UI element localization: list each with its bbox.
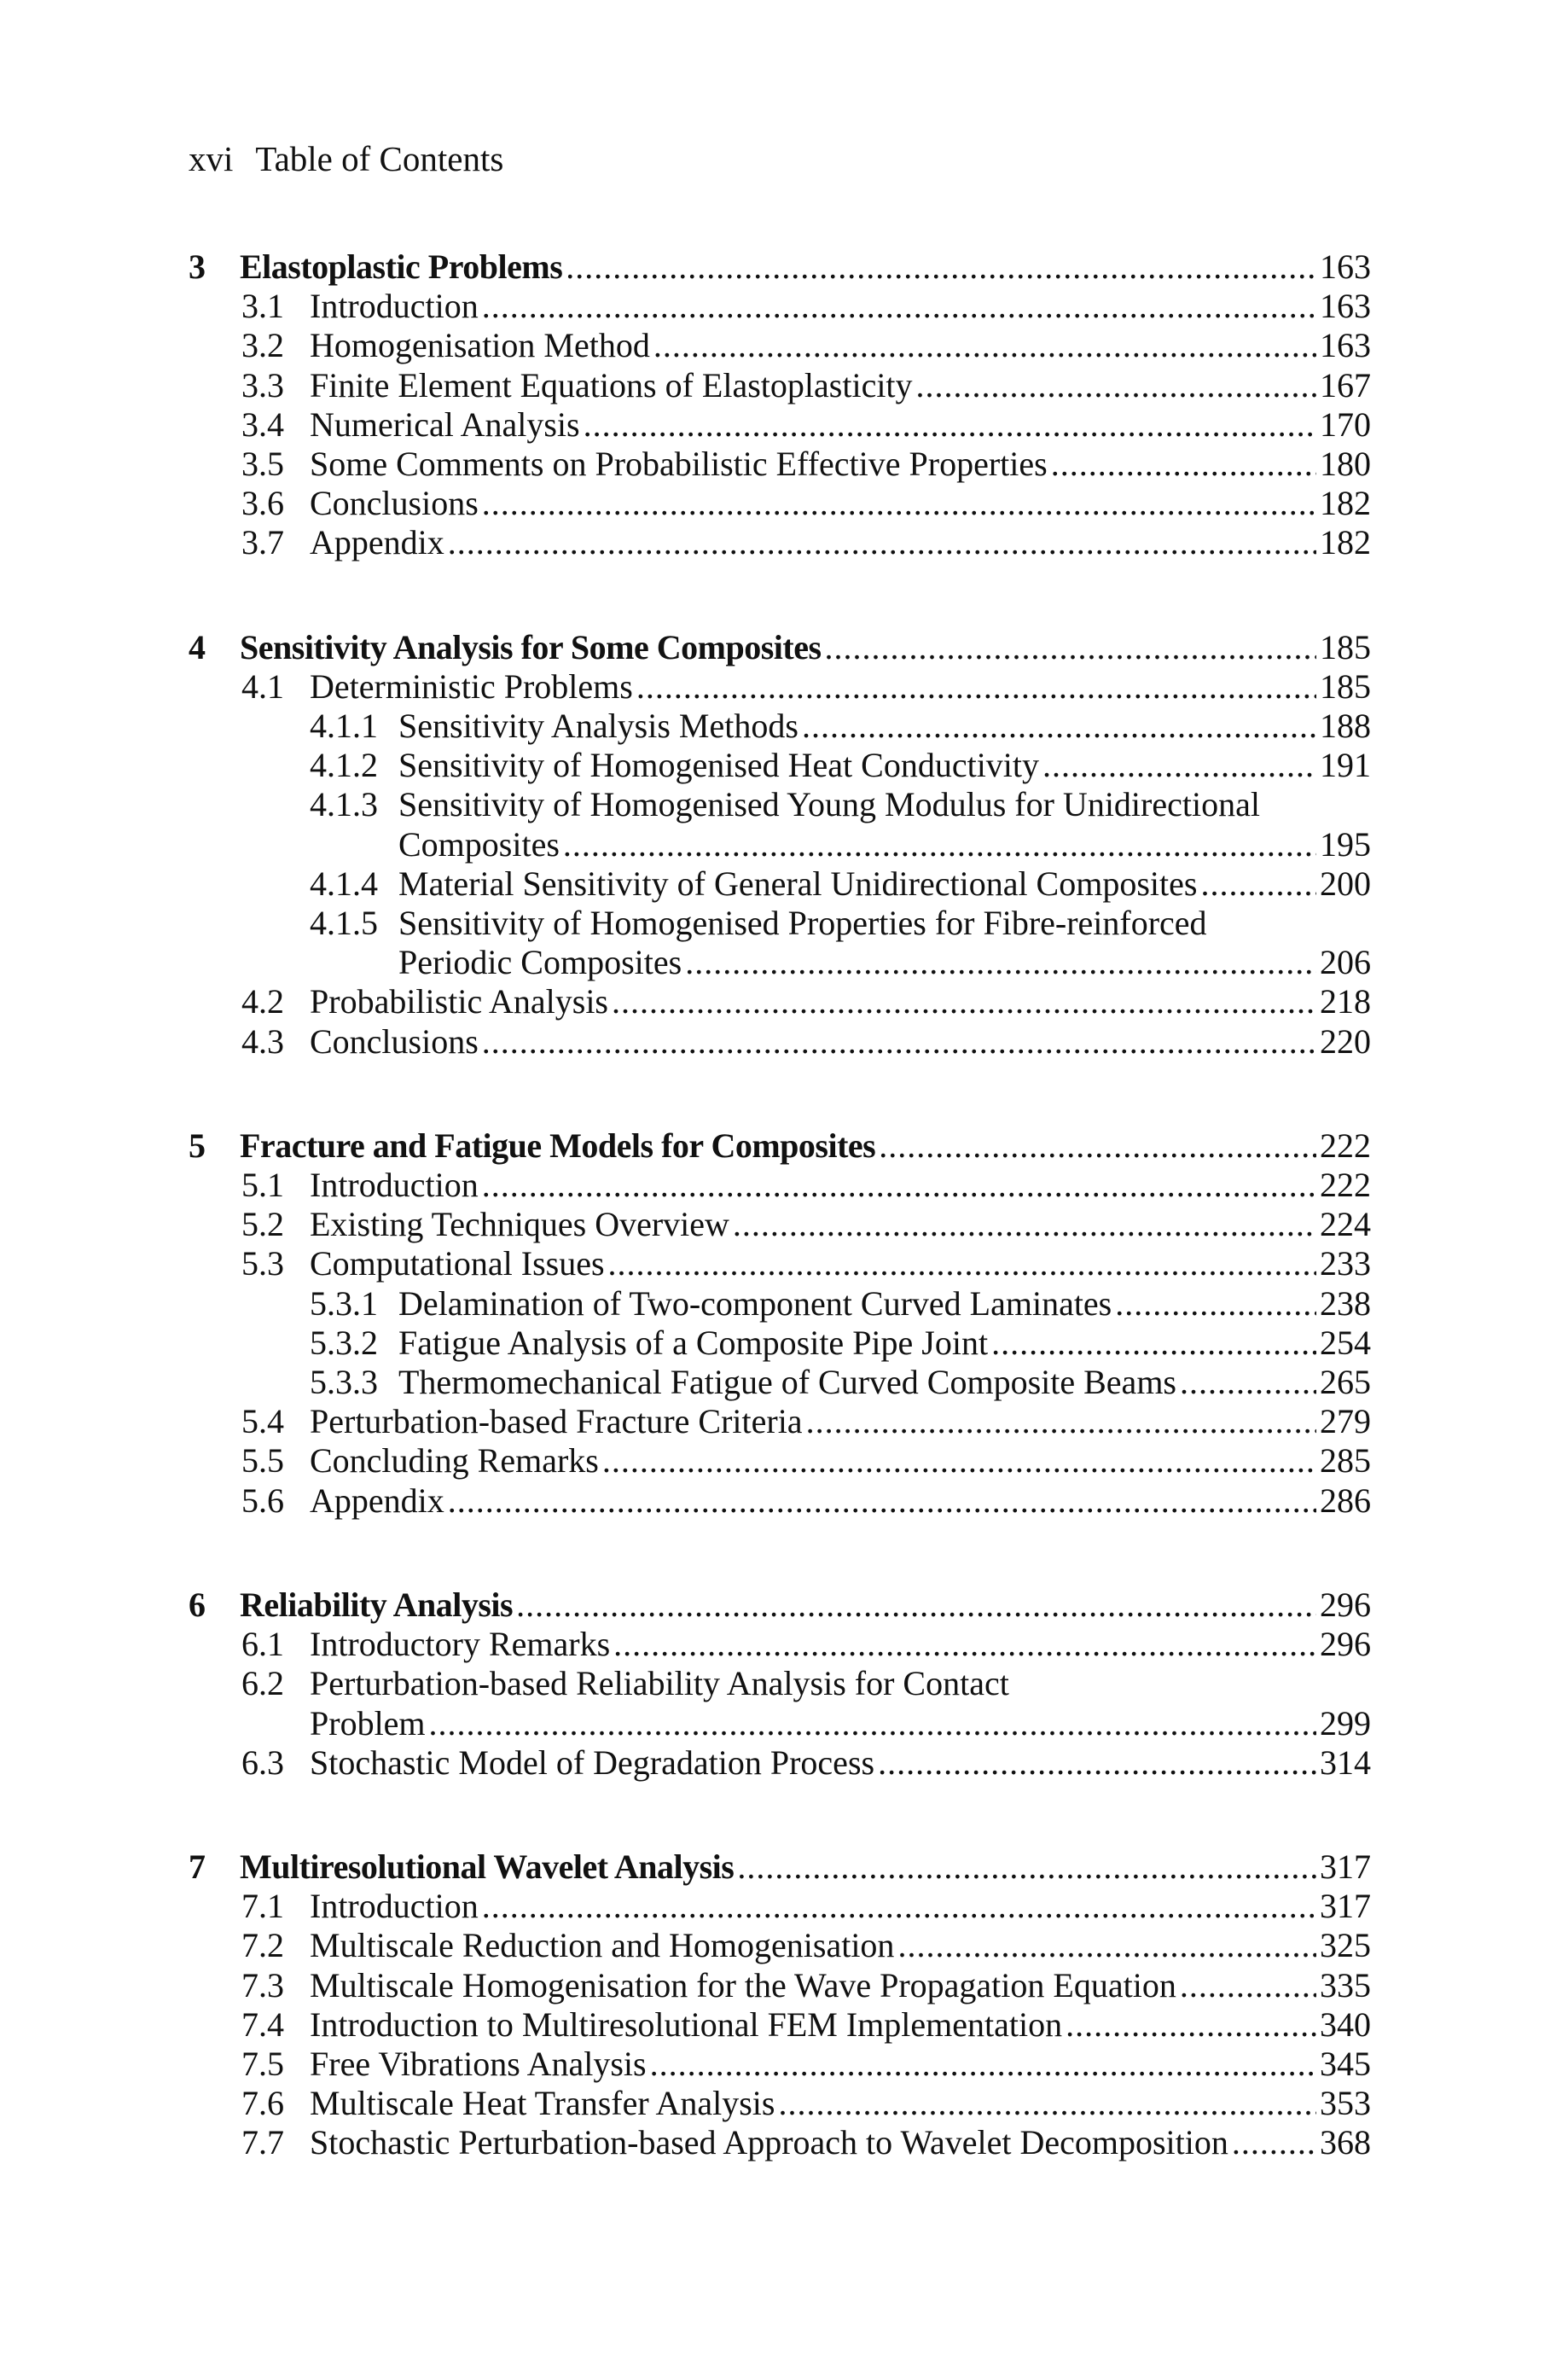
toc-entry-title: Appendix — [310, 1481, 444, 1520]
section-number: 3.3 — [241, 365, 284, 404]
toc-entry-page: 224 — [1320, 1205, 1371, 1244]
chapter-entry[interactable] — [189, 247, 1371, 287]
subsection-number: 5.3.1 — [310, 1283, 378, 1323]
toc-entry-line — [189, 2084, 1371, 2123]
toc-entry-line — [189, 1926, 1371, 1965]
section-number: 3.4 — [241, 404, 284, 444]
dot-leader — [482, 1166, 1316, 1205]
toc-entry-title: Finite Element Equations of Elastoplasticity — [310, 365, 913, 404]
toc-entry-title: Existing Techniques Overview — [310, 1205, 729, 1244]
section-entry[interactable] — [189, 1244, 1371, 1283]
section-entry[interactable] — [189, 1022, 1371, 1062]
dot-leader — [516, 1585, 1316, 1625]
toc-entry-line — [189, 1847, 1371, 1887]
toc-entry-title: Multiresolutional Wavelet Analysis — [240, 1847, 735, 1886]
dot-leader — [482, 1887, 1316, 1926]
section-entry[interactable] — [189, 1664, 1371, 1743]
chapter-number: 4 — [189, 627, 206, 666]
toc-entry-line — [189, 484, 1371, 523]
section-entry[interactable] — [189, 667, 1371, 707]
section-number: 3.6 — [241, 484, 284, 523]
section-entry[interactable] — [189, 484, 1371, 523]
chapter-entry[interactable] — [189, 1585, 1371, 1625]
toc-entry-title: Introduction to Multiresolutional FEM Implementation — [310, 2004, 1063, 2044]
toc-entry-title: Computational Issues — [310, 1244, 605, 1283]
section-number: 3.2 — [241, 326, 284, 365]
dot-leader — [879, 1126, 1316, 1166]
toc-entry-page: 345 — [1320, 2044, 1371, 2083]
dot-leader — [1042, 746, 1316, 785]
section-number: 3.5 — [241, 445, 284, 484]
toc-entry-title: Introduction — [310, 1166, 479, 1205]
subsection-entry[interactable] — [189, 746, 1371, 785]
dot-leader — [482, 287, 1316, 326]
dot-leader — [650, 2045, 1316, 2084]
chapter-block — [189, 247, 1371, 563]
chapter-number: 3 — [189, 247, 206, 286]
toc-entry-line — [189, 1205, 1371, 1244]
toc-entry-title: Delamination of Two-component Curved Laminates — [398, 1283, 1112, 1323]
toc-entry-page: 325 — [1320, 1926, 1371, 1965]
subsection-number: 5.3.2 — [310, 1323, 378, 1362]
subsection-entry[interactable] — [189, 707, 1371, 746]
toc-entry-title: Material Sensitivity of General Unidirectional Composites — [398, 864, 1198, 903]
dot-leader — [685, 943, 1316, 982]
toc-entry-title: Appendix — [310, 523, 444, 562]
toc-entry-title: Numerical Analysis — [310, 404, 580, 444]
section-entry[interactable] — [189, 326, 1371, 365]
dot-leader — [1051, 445, 1316, 484]
toc-entry-line — [189, 1441, 1371, 1481]
section-entry[interactable] — [189, 1205, 1371, 1244]
dot-leader — [584, 405, 1316, 445]
dot-leader — [429, 1704, 1316, 1743]
toc-entry-title: Periodic Composites — [398, 943, 682, 982]
toc-entry-title: Homogenisation Method — [310, 326, 650, 365]
section-entry[interactable] — [189, 523, 1371, 562]
toc-entry-line — [189, 628, 1371, 667]
toc-entry-page: 185 — [1320, 666, 1371, 706]
toc-entry-page: 279 — [1320, 1402, 1371, 1441]
subsection-entry[interactable] — [189, 1324, 1371, 1363]
section-entry[interactable] — [189, 1887, 1371, 1926]
toc-entry-line — [189, 1743, 1371, 1783]
toc-entry-page: 285 — [1320, 1441, 1371, 1481]
chapter-block — [189, 1126, 1371, 1521]
section-number: 7.4 — [241, 2004, 284, 2044]
toc-entry-title: Multiscale Reduction and Homogenisation — [310, 1926, 895, 1965]
section-number: 6.3 — [241, 1743, 284, 1782]
toc-entry-title: Multiscale Heat Transfer Analysis — [310, 2084, 775, 2123]
section-number: 7.2 — [241, 1926, 284, 1965]
toc-entry-line — [189, 247, 1371, 287]
section-entry[interactable] — [189, 1441, 1371, 1481]
table-of-contents — [189, 247, 1371, 2163]
toc-entry-line — [189, 1244, 1371, 1283]
section-entry[interactable] — [189, 1966, 1371, 2005]
toc-entry-line — [189, 1481, 1371, 1521]
toc-entry-page: 180 — [1320, 445, 1371, 484]
chapter-number: 5 — [189, 1126, 206, 1165]
toc-entry-title: Composites — [398, 824, 560, 864]
toc-entry-title: Introductory Remarks — [310, 1625, 611, 1664]
subsection-entry[interactable] — [189, 904, 1371, 982]
section-entry[interactable] — [189, 982, 1371, 1021]
toc-entry-line — [189, 405, 1371, 445]
toc-entry-page: 222 — [1320, 1166, 1371, 1205]
toc-entry-title: Sensitivity of Homogenised Young Modulus for Unidirectional — [398, 785, 1260, 824]
section-number: 3.1 — [241, 287, 284, 326]
section-number: 5.3 — [241, 1244, 284, 1283]
toc-entry-line — [189, 825, 1371, 864]
dot-leader — [1066, 2005, 1316, 2045]
toc-entry-title: Fracture and Fatigue Models for Composites — [240, 1126, 876, 1165]
toc-entry-page: 340 — [1320, 2004, 1371, 2044]
toc-entry-page: 195 — [1320, 824, 1371, 864]
toc-entry-page: 317 — [1320, 1887, 1371, 1926]
toc-entry-page: 182 — [1320, 523, 1371, 562]
toc-entry-page: 314 — [1320, 1743, 1371, 1782]
dot-leader — [448, 1481, 1316, 1521]
dot-leader — [779, 2084, 1317, 2123]
toc-entry-page: 170 — [1320, 404, 1371, 444]
chapter-block — [189, 628, 1371, 1062]
dot-leader — [448, 523, 1316, 562]
toc-entry-line — [189, 1966, 1371, 2005]
section-entry[interactable] — [189, 2084, 1371, 2123]
section-entry[interactable] — [189, 1625, 1371, 1664]
toc-entry-title: Thermomechanical Fatigue of Curved Composite Beams — [398, 1363, 1176, 1402]
toc-entry-line — [189, 1126, 1371, 1166]
toc-entry-line — [189, 445, 1371, 484]
subsection-entry[interactable] — [189, 1284, 1371, 1324]
dot-leader — [563, 825, 1316, 864]
chapter-entry[interactable] — [189, 628, 1371, 667]
section-entry[interactable] — [189, 2123, 1371, 2162]
chapter-entry[interactable] — [189, 1126, 1371, 1166]
section-number: 6.1 — [241, 1625, 284, 1664]
dot-leader — [733, 1205, 1316, 1244]
dot-leader — [991, 1324, 1316, 1363]
section-entry[interactable] — [189, 366, 1371, 405]
section-entry[interactable] — [189, 287, 1371, 326]
toc-entry-line — [189, 1402, 1371, 1441]
chapter-block — [189, 1585, 1371, 1783]
toc-entry-line — [189, 1022, 1371, 1062]
toc-entry-title: Conclusions — [310, 1021, 479, 1061]
section-number: 4.3 — [241, 1021, 284, 1061]
toc-entry-title: Perturbation-based Fracture Criteria — [310, 1402, 803, 1441]
toc-entry-line — [189, 2045, 1371, 2084]
section-entry[interactable] — [189, 445, 1371, 484]
section-number: 5.1 — [241, 1166, 284, 1205]
toc-entry-page: 317 — [1320, 1847, 1371, 1886]
running-header — [189, 135, 503, 183]
toc-entry-title: Elastoplastic Problems — [240, 247, 563, 286]
section-number: 7.3 — [241, 1965, 284, 2004]
chapter-number: 6 — [189, 1585, 206, 1624]
toc-entry-line — [189, 326, 1371, 365]
toc-entry-line — [189, 1585, 1371, 1625]
dot-leader — [612, 982, 1316, 1021]
toc-entry-page: 368 — [1320, 2123, 1371, 2162]
toc-entry-line — [189, 2123, 1371, 2162]
toc-entry-page: 286 — [1320, 1481, 1371, 1520]
section-entry[interactable] — [189, 1926, 1371, 1965]
subsection-entry[interactable] — [189, 785, 1371, 864]
toc-entry-line — [189, 1166, 1371, 1205]
subsection-entry[interactable] — [189, 1363, 1371, 1402]
toc-entry-page: 167 — [1320, 365, 1371, 404]
chapter-number: 7 — [189, 1847, 206, 1886]
subsection-number: 4.1.2 — [310, 746, 378, 785]
section-number: 6.2 — [241, 1664, 284, 1703]
toc-entry-title: Stochastic Perturbation-based Approach to Wavelet Decomposition — [310, 2123, 1228, 2162]
toc-entry-title: Probabilistic Analysis — [310, 982, 608, 1021]
toc-entry-line — [189, 943, 1371, 982]
toc-entry-title: Deterministic Problems — [310, 666, 633, 706]
section-number: 7.5 — [241, 2044, 284, 2083]
section-number: 5.2 — [241, 1205, 284, 1244]
toc-entry-page: 335 — [1320, 1965, 1371, 2004]
toc-entry-title: Problem — [310, 1703, 426, 1743]
subsection-number: 4.1.3 — [310, 785, 378, 824]
toc-entry-line — [189, 1887, 1371, 1926]
toc-entry-page: 254 — [1320, 1323, 1371, 1362]
section-number: 7.1 — [241, 1887, 284, 1926]
toc-entry-line — [189, 982, 1371, 1021]
toc-entry-line — [189, 667, 1371, 707]
chapter-block — [189, 1847, 1371, 2163]
toc-entry-title: Sensitivity of Homogenised Properties for Fibre-reinforced — [398, 904, 1207, 943]
toc-entry-title: Multiscale Homogenisation for the Wave Propagation Equation — [310, 1965, 1176, 2004]
toc-entry-page: 353 — [1320, 2084, 1371, 2123]
toc-entry-title: Perturbation-based Reliability Analysis for Contact — [310, 1664, 1009, 1703]
toc-entry-page: 220 — [1320, 1021, 1371, 1061]
dot-leader — [737, 1847, 1316, 1887]
toc-entry-title: Stochastic Model of Degradation Process — [310, 1743, 875, 1782]
dot-leader — [602, 1441, 1316, 1481]
section-number: 5.4 — [241, 1402, 284, 1441]
section-entry[interactable] — [189, 1743, 1371, 1783]
toc-entry-line — [189, 1664, 1371, 1703]
toc-entry-page: 238 — [1320, 1283, 1371, 1323]
dot-leader — [897, 1926, 1316, 1965]
dot-leader — [802, 707, 1316, 746]
toc-entry-page: 163 — [1320, 287, 1371, 326]
toc-entry-title: Reliability Analysis — [240, 1585, 514, 1624]
toc-entry-title: Introduction — [310, 287, 479, 326]
section-entry[interactable] — [189, 405, 1371, 445]
section-number: 7.7 — [241, 2123, 284, 2162]
subsection-number: 4.1.5 — [310, 904, 378, 943]
toc-entry-title: Free Vibrations Analysis — [310, 2044, 647, 2083]
toc-entry-line — [189, 1704, 1371, 1743]
section-entry[interactable] — [189, 1481, 1371, 1521]
dot-leader — [636, 667, 1316, 707]
toc-entry-page: 206 — [1320, 943, 1371, 982]
dot-leader — [916, 366, 1316, 405]
toc-entry-page: 233 — [1320, 1244, 1371, 1283]
toc-entry-page: 296 — [1320, 1625, 1371, 1664]
toc-entry-page: 182 — [1320, 484, 1371, 523]
dot-leader — [1115, 1284, 1316, 1324]
toc-entry-page: 191 — [1320, 746, 1371, 785]
toc-entry-title: Fatigue Analysis of a Composite Pipe Joint — [398, 1323, 989, 1362]
header-title: Table of Contents — [255, 139, 504, 178]
dot-leader — [608, 1244, 1316, 1283]
section-number: 4.1 — [241, 666, 284, 706]
toc-entry-page: 200 — [1320, 864, 1371, 903]
toc-entry-title: Sensitivity Analysis for Some Composites — [240, 627, 822, 666]
subsection-entry[interactable] — [189, 864, 1371, 904]
section-entry[interactable] — [189, 2005, 1371, 2045]
section-number: 4.2 — [241, 982, 284, 1021]
section-number: 5.5 — [241, 1441, 284, 1481]
toc-entry-title: Sensitivity Analysis Methods — [398, 707, 799, 746]
header-page-number: xvi — [189, 139, 234, 178]
toc-entry-page: 218 — [1320, 982, 1371, 1021]
section-entry[interactable] — [189, 1166, 1371, 1205]
toc-entry-title: Some Comments on Probabilistic Effective Properties — [310, 445, 1048, 484]
toc-entry-page: 222 — [1320, 1126, 1371, 1165]
dot-leader — [1200, 864, 1316, 904]
subsection-number: 4.1.1 — [310, 707, 378, 746]
dot-leader — [806, 1402, 1316, 1441]
toc-entry-line — [189, 287, 1371, 326]
dot-leader — [613, 1625, 1316, 1664]
subsection-number: 4.1.4 — [310, 864, 378, 903]
dot-leader — [566, 247, 1316, 287]
toc-entry-page: 188 — [1320, 707, 1371, 746]
toc-entry-page: 299 — [1320, 1703, 1371, 1743]
toc-entry-title: Concluding Remarks — [310, 1441, 599, 1481]
toc-entry-line — [189, 523, 1371, 562]
toc-entry-page: 163 — [1320, 326, 1371, 365]
dot-leader — [1232, 2123, 1316, 2162]
section-number: 3.7 — [241, 523, 284, 562]
chapter-entry[interactable] — [189, 1847, 1371, 1887]
dot-leader — [482, 1022, 1316, 1062]
section-entry[interactable] — [189, 1402, 1371, 1441]
dot-leader — [1180, 1363, 1316, 1402]
dot-leader — [825, 628, 1316, 667]
dot-leader — [653, 326, 1316, 365]
section-entry[interactable] — [189, 2045, 1371, 2084]
toc-entry-line — [189, 366, 1371, 405]
dot-leader — [878, 1743, 1316, 1783]
toc-entry-page: 185 — [1320, 627, 1371, 666]
subsection-number: 5.3.3 — [310, 1363, 378, 1402]
section-number: 7.6 — [241, 2084, 284, 2123]
toc-entry-page: 163 — [1320, 247, 1371, 286]
toc-entry-page: 296 — [1320, 1585, 1371, 1624]
toc-entry-title: Conclusions — [310, 484, 479, 523]
toc-entry-page: 265 — [1320, 1363, 1371, 1402]
dot-leader — [1180, 1966, 1316, 2005]
section-number: 5.6 — [241, 1481, 284, 1520]
toc-entry-line — [189, 1625, 1371, 1664]
toc-entry-title: Sensitivity of Homogenised Heat Conductivity — [398, 746, 1040, 785]
toc-entry-line — [189, 2005, 1371, 2045]
toc-entry-title: Introduction — [310, 1887, 479, 1926]
dot-leader — [482, 484, 1316, 523]
